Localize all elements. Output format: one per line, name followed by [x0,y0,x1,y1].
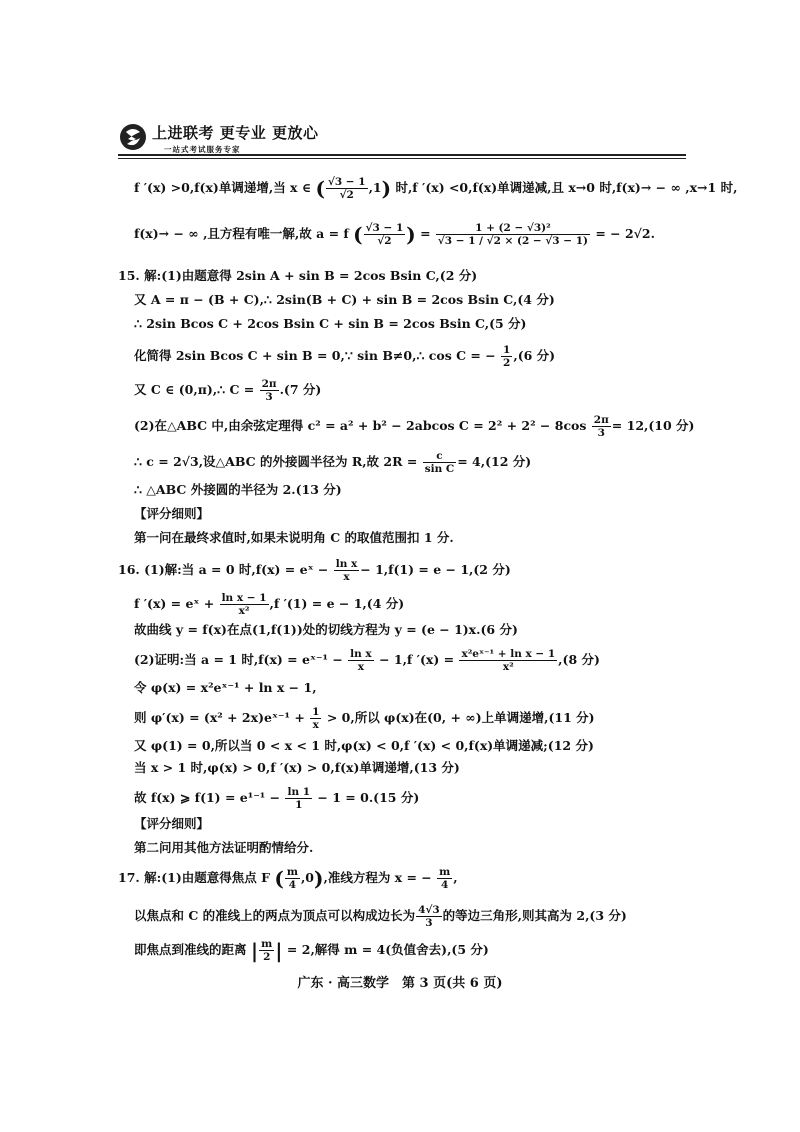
text-line [134,176,737,201]
question-17 [118,866,458,891]
fraction [334,558,360,583]
numerator: √3 − 1 [365,222,404,234]
text-segment: 解:(1)由题意得 2sin A + sin B = 2cos Bsin C,(2 分) [144,268,478,283]
denominator: 3 [425,917,433,929]
paren-left: ( [274,866,284,891]
denominator: x [357,661,365,673]
text-segment: , [453,870,458,885]
numerator: ln x − 1 [221,592,267,604]
text-segment: f(x)→ − ∞ ,且方程有唯一解,故 a = f [134,226,349,241]
paren-left: ( [315,176,325,201]
text-segment: > 0,所以 φ(x)在(0, + ∞)上单调递增,(11 分) [326,710,595,725]
denominator: √2 [339,189,354,201]
fraction [436,222,590,247]
text-segment: 第一问在最终求值时,如果未说明角 C 的取值范围扣 1 分. [134,530,454,545]
numerator: 1 [503,344,511,356]
denominator: 3 [597,427,605,439]
text-line [134,938,489,963]
text-segment: 又 C ∈ (0,π),∴ C = [134,382,255,397]
denominator: x² [238,605,250,617]
text-segment: 【评分细则】 [134,506,210,521]
text-segment: 当 x > 1 时,φ(x) > 0,f ′(x) > 0,f(x)单调递增,(13 分) [134,760,460,775]
text-segment: 即焦点到准线的距离 [134,942,247,957]
text-segment: ,(6 分) [513,348,556,363]
fraction [260,378,279,403]
fraction [220,592,269,617]
text-line [134,378,321,403]
text-segment: 又 φ(1) = 0,所以当 0 < x < 1 时,φ(x) < 0,f ′(x) < 0,f(x)单调递减;(12 分) [134,738,594,753]
denominator: √2 [377,235,392,247]
text-line [134,622,518,638]
text-line [134,738,594,754]
text-segment: 第二问用其他方法证明酌情给分. [134,840,314,855]
numerator: ln x [335,558,358,570]
paren-right: ) [314,866,324,891]
rubric-title [134,816,209,832]
text-segment: − 1,f(1) = e − 1,(2 分) [360,562,511,577]
text-line [134,414,694,439]
logo-icon [118,122,148,152]
denominator: sin C [424,463,455,475]
question-15 [118,268,477,284]
text-segment: f ′(x) = eˣ + [134,596,215,611]
paren-right: ) [406,222,416,247]
fraction [285,786,312,811]
brand-slogan: 上进联考 更专业 更放心 [152,124,319,142]
text-line [134,482,342,498]
text-line [134,592,404,617]
text-segment: ,(8 分) [558,652,600,667]
denominator: 4 [441,879,449,891]
text-segment: 故曲线 y = f(x)在点(1,f(1))处的切线方程为 y = (e − 1)x.(6 分) [134,622,518,637]
text-segment: (1)解:当 a = 0 时,f(x) = eˣ − [144,562,329,577]
text-segment: 以焦点和 C 的准线上的两点为顶点可以构成边长为 [134,908,416,923]
text-segment: 的等边三角形,则其高为 2,(3 分) [442,908,627,923]
page-footer: 广东 · 高三数学 第 3 页(共 6 页) [297,976,503,991]
header-rule-thin [118,158,686,159]
text-segment: f ′(x) >0,f(x)单调递增,当 x ∈ [134,180,312,195]
denominator: x [343,571,350,583]
text-line [134,648,600,673]
text-segment: 故 f(x) ⩾ f(1) = e¹⁻¹ − [134,790,281,805]
fraction [364,222,406,247]
fraction [310,706,321,731]
denominator: √3 − 1 / √2 × (2 − √3 − 1) [437,235,588,247]
text-line [134,292,555,308]
numerator: √3 − 1 [327,176,366,188]
numerator: 1 + (2 − √3)² [436,222,590,235]
text-segment: 解:(1)由题意得焦点 F [144,870,270,885]
fraction [416,904,442,929]
text-segment: .(7 分) [279,382,322,397]
text-segment: (2)在△ABC 中,由余弦定理得 c² = a² + b² − 2abcos C = 2² + 2² − 8cos [134,418,587,433]
numerator: 4√3 [418,904,440,916]
text-segment: ,准线方程为 x = − [323,870,432,885]
numerator: m [439,866,451,878]
text-segment: = − 2√2. [595,226,655,241]
text-segment: ∴ △ABC 外接圆的半径为 2.(13 分) [134,482,342,497]
text-segment: 化简得 2sin Bcos C + sin B = 0,∵ sin B≠0,∴ cos C = − [134,348,496,363]
text-segment: ,f ′(1) = e − 1,(4 分) [269,596,405,611]
rubric-title [134,506,209,522]
fraction [259,938,274,963]
fraction [501,344,512,369]
text-line [134,680,317,696]
text-line [134,450,531,475]
text-segment: 则 φ′(x) = (x² + 2x)eˣ⁻¹ + [134,710,305,725]
text-segment: 令 φ(x) = x²eˣ⁻¹ + ln x − 1, [134,680,317,695]
denominator: 3 [265,391,273,403]
question-16 [118,558,511,583]
abs-bar-right: | [275,938,283,963]
fraction [437,866,452,891]
text-line [134,316,526,332]
abs-bar-left: | [250,938,259,963]
text-segment: (2)证明:当 a = 1 时,f(x) = eˣ⁻¹ − [134,652,343,667]
denominator: 4 [288,879,297,891]
denominator: 1 [295,799,303,811]
denominator: x² [502,661,514,673]
text-segment: 【评分细则】 [134,816,210,831]
numerator: 2π [593,414,609,426]
text-line: f(x)→ − ∞ ,且方程有唯一解,故 a = f ( $\frac{√3 - 1}{√2}$ ) = $\frac{\text{1 + (2 − √3)²}}{√3 - 1 / √2 \times (2 - √3 - 1)}$ = − 2√2. [134,222,655,247]
text-line [134,344,555,369]
text-segment: ,0 [300,870,314,885]
numerator: ln x [350,648,372,660]
text-segment: ∴ 2sin Bcos C + 2cos Bsin C + sin B = 2cos Bsin C,(5 分) [134,316,527,331]
fraction [459,648,557,673]
text-segment: 时,f ′(x) <0,f(x)单调递减,且 x→0 时,f(x)→ − ∞ ,x→1 时, [395,180,738,195]
numerator: c [423,450,457,463]
question-number: 15. [118,268,140,283]
text-line [134,786,419,811]
text-segment: ,1 [368,180,382,195]
text-line [134,904,627,929]
numerator: ln 1 [287,786,311,798]
rubric-text [134,840,313,856]
fraction [326,176,368,201]
text-segment: 又 A = π − (B + C),∴ 2sin(B + C) + sin B = 2cos Bsin C,(4 分) [134,292,555,307]
numerator: 1 [312,706,320,718]
text-segment: − 1,f ′(x) = [379,652,455,667]
text-segment: = 2,解得 m = 4(负值舍去),(5 分) [286,942,489,957]
paren-left: ( [353,222,363,247]
rubric-text [134,530,454,546]
denominator: x [312,719,319,731]
denominator: 2 [263,951,271,963]
numerator: m [286,866,298,878]
brand-tagline: 一站式考试服务专家 [164,145,241,154]
fraction [285,866,300,891]
text-line [134,706,595,731]
fraction [423,450,457,475]
paren-right: ) [381,176,392,201]
numerator: 2π [261,378,277,390]
numerator: m [261,938,273,950]
text-segment: ∴ c = 2√3,设△ABC 的外接圆半径为 R,故 2R = [134,454,418,469]
fraction [592,414,611,439]
question-number: 17. [118,870,140,885]
denominator: 2 [503,357,511,369]
text-segment: = 4,(12 分) [457,454,532,469]
fraction [348,648,374,673]
question-number: 16. [118,562,140,577]
text-segment: = 12,(10 分) [611,418,695,433]
header-rule [118,154,686,156]
numerator: x²eˣ⁻¹ + ln x − 1 [461,648,556,660]
text-segment: − 1 = 0.(15 分) [317,790,420,805]
text-line [134,760,460,776]
